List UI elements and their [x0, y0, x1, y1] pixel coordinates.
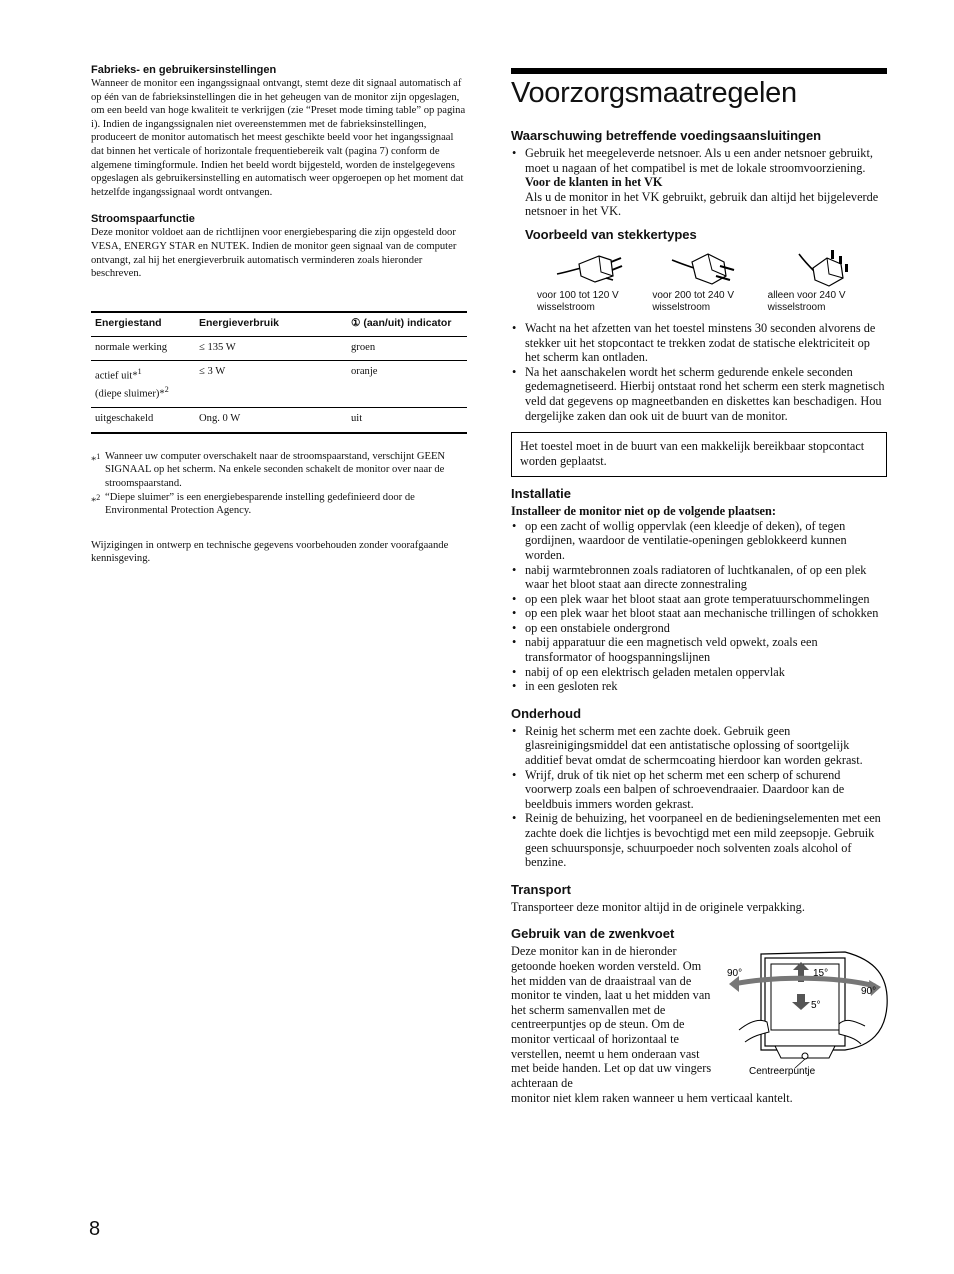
list-item: • op een onstabiele ondergrond: [511, 621, 887, 636]
table-cell-verbruik: Ong. 0 W: [195, 408, 347, 433]
plug-eu-icon: [670, 248, 750, 288]
list-item: • Wacht na het afzetten van het toestel minstens 30 seconden alvorens de stekker uit het stopcontact te trekken zodat de statische elektriciteit op het scherm kan ontladen.: [511, 321, 887, 365]
table-header-row: [91, 312, 467, 337]
table-cell-stand: normale werking: [91, 336, 195, 361]
page-number: 8: [89, 1218, 101, 1240]
left-column: [91, 64, 467, 566]
right-column: [511, 68, 887, 1114]
list-item: • Gebruik het meegeleverde netsnoer. Als u een ander netsnoer gebruikt, moet u nagaan of het compatibel is met de lokale stroomvoorziening. Voor de klanten in het VK Als u de monitor in het VK gebruikt, gebruik dan altijd het bijgeleverde netsnoer in het VK.: [511, 146, 887, 219]
angle-left-label: 90°: [727, 968, 743, 980]
plug-example-eu: [652, 248, 767, 315]
plug-eu-label: voor 200 tot 240 V: [652, 289, 735, 301]
table-cell-verbruik: ≤ 135 W: [195, 336, 347, 361]
section-title-zwenkvoet: Gebruik van de zwenkvoet: [511, 926, 675, 942]
angle-right-label: 90°: [861, 986, 877, 998]
plug-example-us: [537, 248, 652, 315]
footnote-1: *$^1$ Wanneer uw computer overschakelt naar de stroomspaarstand, verschijnt GEEN SIGNAAL op het scherm. Na enkele seconden schakelt de monitor over naar de stroomspaarstand.: [91, 450, 446, 489]
table-cell-verbruik: ≤ 3 W: [195, 361, 347, 408]
paragraph-wijzigingen: Wijzigingen in ontwerp en technische gegevens voorbehouden zonder voorafgaande kennisgeving.: [91, 539, 449, 565]
list-item: • in een gesloten rek: [511, 679, 887, 694]
list-item: • nabij apparatuur die een magnetisch veld opwekt, zoals een transformator of hoogspanningslijnen: [511, 635, 887, 664]
paragraph-zwenkvoet-end: monitor niet klem raken wanneer u hem verticaal kantelt.: [511, 1091, 793, 1106]
table-row: [91, 408, 467, 433]
table-row: [91, 336, 467, 361]
vk-text: Als u de monitor in het VK gebruikt, gebruik dan altijd het bijgeleverde netsnoer in het VK.: [525, 189, 879, 219]
list-item: • op een plek waar het bloot staat aan mechanische trillingen of schokken: [511, 606, 887, 621]
monitor-swivel-illustration: [725, 946, 893, 1076]
swivel-section: [511, 944, 887, 1114]
list-installatie: [511, 519, 887, 694]
table-cell-stand: actief uit*$^1$ (diepe sluimer)*$^2$: [91, 361, 195, 408]
angle-up-label: 15°: [813, 968, 829, 980]
plug-example-uk: [768, 248, 883, 315]
list-item: • Reinig het scherm met een zachte doek. Gebruik geen glasreinigingsmiddel dat een antistatische oplossing of soortgelijk additief bevat omdat de schermcoating hierdoor kan worden gekrast.: [511, 724, 887, 768]
list-item: • Wrijf, druk of tik niet op het scherm met een scherp of schurend voorwerp zoals een balpen of schroevendraaier. Daardoor kan de beeldbuis immers worden gekrast.: [511, 768, 887, 812]
list-onderhoud: [511, 724, 887, 870]
plug-us-sublabel: wisselstroom: [537, 302, 595, 314]
installatie-subtitle: Installeer de monitor niet op de volgende plaatsen:: [511, 504, 776, 519]
centreerpuntje-caption: Centreerpuntje: [749, 1066, 816, 1077]
table-header-verbruik: Energieverbruik: [195, 312, 347, 337]
table-cell-indicator: groen: [347, 336, 467, 361]
section-title-stroom: Stroomspaarfunctie: [91, 213, 195, 226]
swivel-figure: [725, 946, 893, 1076]
table-row: [91, 361, 467, 408]
plug-us-label: voor 100 tot 120 V: [537, 289, 619, 301]
section-title-transport: Transport: [511, 881, 571, 897]
table-header-indicator: ① (aan/uit) indicator: [347, 312, 467, 337]
section-title-waarschuwing: Waarschuwing betreffende voedingsaansluitingen: [511, 128, 822, 143]
angle-down-label: 5°: [811, 1000, 821, 1012]
list-waarschuwing: [511, 146, 887, 219]
paragraph-fabrieks: Wanneer de monitor een ingangssignaal ontvangt, stemt deze dit signaal automatisch af op één van de fabrieksinstellingen die in het geheugen van de monitor zijn opgeslagen, om een beeld van hoge kwaliteit te verkrijgen (zie “Preset mode timing table” op pagina i). Indien de ingangssignalen niet overeenstemmen met de fabrieksinstellingen, produceert de monitor automatisch het meest geschikte beeld voor het ingangssignaal dat binnen het verticale of horizontale frequentiebereik valt (pagina 7) conform de algemene timingformule. Indien het beeld wordt bijgesteld, worden de instelgegevens opgeslagen als gebruikersinstelling en automatisch weer opgeroepen op het moment dat hetzelfde ingangssignaal wordt ontvangen.: [91, 78, 466, 198]
page-title: Voorzorgsmaatregelen: [511, 77, 797, 109]
list-item: • nabij of op een elektrisch geladen metalen oppervlak: [511, 665, 887, 680]
paragraph-transport: Transporteer deze monitor altijd in de originele verpakking.: [511, 899, 805, 914]
plug-uk-icon: [785, 248, 865, 288]
table-cell-indicator: uit: [347, 408, 467, 433]
list-item: • op een plek waar het bloot staat aan grote temperatuurschommelingen: [511, 592, 887, 607]
title-rule: [511, 68, 887, 74]
list-item: • Na het aanschakelen wordt het scherm gedurende enkele seconden gedemagnetiseerd. Hierbij ontstaat rond het scherm een sterk magnetisch veld dat gegevens op magneetbanden en diskettes kan beschadigen. Hou dergelijke zaken dan ook uit de buurt van de monitor.: [511, 365, 887, 423]
list-item: • Reinig de behuizing, het voorpaneel en de bedieningselementen met een zachte doek die lichtjes is bevochtigd met een mild zeepsopje. Gebruik geen schuursponsje, schuurpoeder noch solventen zoals alcohol of benzine.: [511, 811, 887, 869]
section-title-installatie: Installatie: [511, 486, 571, 502]
energy-table: [91, 311, 467, 434]
section-title-fabrieks: Fabrieks- en gebruikersinstellingen: [91, 64, 277, 76]
paragraph-zwenkvoet: Deze monitor kan in de hieronder getoonde hoeken worden versteld. Om het midden van de draaistraal van de monitor te vinden, laat u het midden van het scherm samenvallen met de centreerpuntjes op de steun. Om de monitor verticaal of horizontaal te verstellen, neemt u hem onderaan vast met beide handen. Let op dat uw vingers achteraan de: [511, 944, 712, 1090]
plug-uk-sublabel: wisselstroom: [767, 302, 826, 314]
plug-examples: [537, 248, 883, 315]
plug-uk-label: alleen voor 240 V: [767, 289, 846, 301]
section-title-voorbeeld: Voorbeeld van stekkertypes: [525, 226, 697, 242]
list-item: • nabij warmtebronnen zoals radiatoren of luchtkanalen, of op een plek waar het bloot staat aan directe zonnestraling: [511, 563, 887, 592]
vk-label: Voor de klanten in het VK: [525, 175, 663, 190]
list-after-plugs: [511, 321, 887, 423]
paragraph-stroom: Deze monitor voldoet aan de richtlijnen voor energiebesparing die zijn opgesteld door VESA, ENERGY STAR en NUTEK. Indien de monitor geen signaal van de computer ontvangt, zal hij het energieverbruik automatisch verminderen zoals hieronder beschreven.: [91, 227, 457, 280]
table-header-stand: Energiestand: [91, 312, 195, 337]
notice-box: Het toestel moet in de buurt van een makkelijk bereikbaar stopcontact worden geplaatst.: [511, 432, 887, 477]
table-cell-indicator: oranje: [347, 361, 467, 408]
list-item: • op een zacht of wollig oppervlak (een kleedje of deken), of tegen gordijnen, waardoor de ventilatie-openingen geblokkeerd kunnen worden.: [511, 519, 887, 563]
plug-us-icon: [555, 248, 635, 288]
table-cell-stand: uitgeschakeld: [91, 408, 195, 433]
section-title-onderhoud: Onderhoud: [511, 705, 582, 721]
plug-eu-sublabel: wisselstroom: [652, 302, 711, 314]
footnote-2: *$^2$ “Diepe sluimer” is een energiebesparende instelling gedefinieerd door de Environmental Protection Agency.: [91, 491, 415, 517]
